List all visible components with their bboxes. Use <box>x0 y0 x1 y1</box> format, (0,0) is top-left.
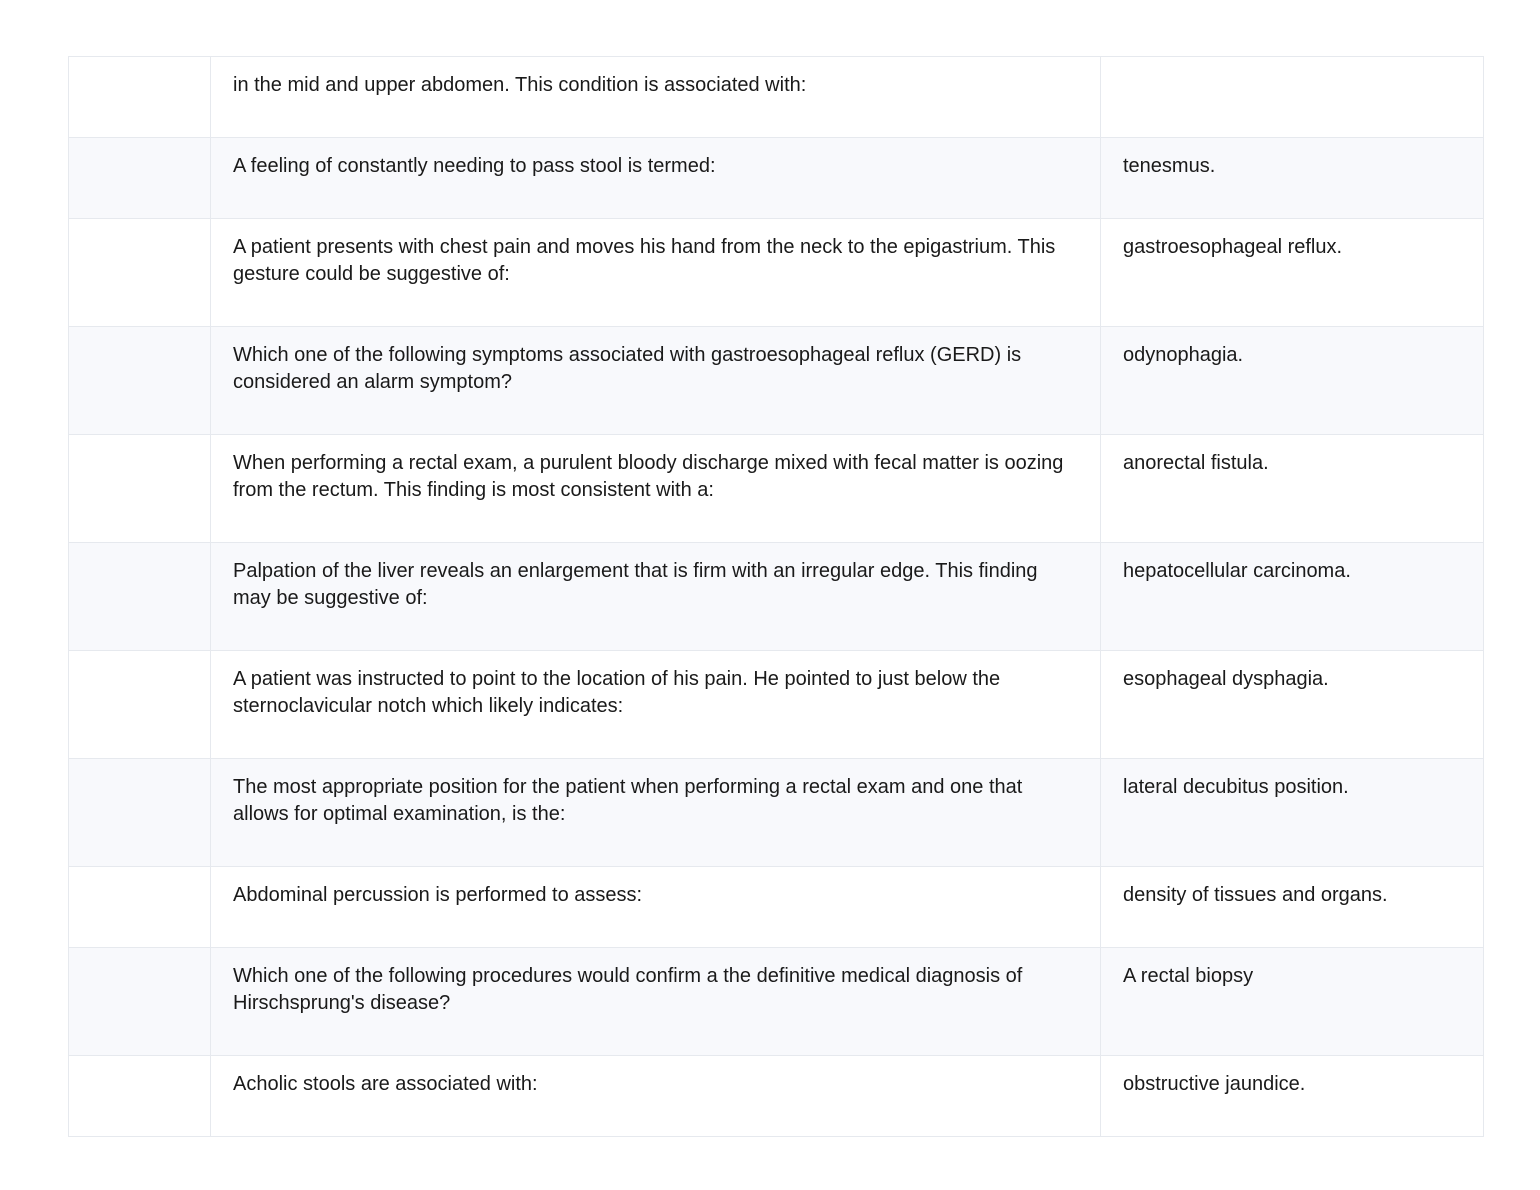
answer-cell: esophageal dysphagia. <box>1101 651 1484 759</box>
table-row <box>69 759 1484 867</box>
answer-cell: A rectal biopsy <box>1101 948 1484 1056</box>
table-row <box>69 57 1484 138</box>
table-row <box>69 543 1484 651</box>
question-cell: A patient presents with chest pain and moves his hand from the neck to the epigastrium. This gesture could be suggestive of: <box>211 219 1101 327</box>
question-cell: Acholic stools are associated with: <box>211 1056 1101 1137</box>
answer-cell: gastroesophageal reflux. <box>1101 219 1484 327</box>
answer-cell: obstructive jaundice. <box>1101 1056 1484 1137</box>
row-number-cell <box>69 759 211 867</box>
question-cell: A patient was instructed to point to the location of his pain. He pointed to just below the sternoclavicular notch which likely indicates: <box>211 651 1101 759</box>
table-row <box>69 651 1484 759</box>
row-number-cell <box>69 948 211 1056</box>
row-number-cell <box>69 219 211 327</box>
question-cell: Palpation of the liver reveals an enlargement that is firm with an irregular edge. This finding may be suggestive of: <box>211 543 1101 651</box>
row-number-cell <box>69 543 211 651</box>
question-cell: Which one of the following procedures would confirm a the definitive medical diagnosis of Hirschsprung's disease? <box>211 948 1101 1056</box>
row-number-cell <box>69 138 211 219</box>
table-row <box>69 435 1484 543</box>
answer-cell: density of tissues and organs. <box>1101 867 1484 948</box>
question-cell: A feeling of constantly needing to pass stool is termed: <box>211 138 1101 219</box>
answer-cell <box>1101 57 1484 138</box>
table-row <box>69 948 1484 1056</box>
question-cell: in the mid and upper abdomen. This condition is associated with: <box>211 57 1101 138</box>
answer-cell: odynophagia. <box>1101 327 1484 435</box>
answer-cell: hepatocellular carcinoma. <box>1101 543 1484 651</box>
row-number-cell <box>69 867 211 948</box>
question-answer-table <box>68 56 1484 1137</box>
row-number-cell <box>69 1056 211 1137</box>
question-cell: Which one of the following symptoms associated with gastroesophageal reflux (GERD) is considered an alarm symptom? <box>211 327 1101 435</box>
table-row <box>69 219 1484 327</box>
answer-cell: tenesmus. <box>1101 138 1484 219</box>
question-cell: Abdominal percussion is performed to assess: <box>211 867 1101 948</box>
row-number-cell <box>69 651 211 759</box>
table-row <box>69 867 1484 948</box>
answer-cell: anorectal fistula. <box>1101 435 1484 543</box>
row-number-cell <box>69 327 211 435</box>
row-number-cell <box>69 57 211 138</box>
question-cell: The most appropriate position for the patient when performing a rectal exam and one that allows for optimal examination, is the: <box>211 759 1101 867</box>
table-row <box>69 1056 1484 1137</box>
table-row <box>69 327 1484 435</box>
question-cell: When performing a rectal exam, a purulent bloody discharge mixed with fecal matter is oozing from the rectum. This finding is most consistent with a: <box>211 435 1101 543</box>
row-number-cell <box>69 435 211 543</box>
table-row <box>69 138 1484 219</box>
answer-cell: lateral decubitus position. <box>1101 759 1484 867</box>
